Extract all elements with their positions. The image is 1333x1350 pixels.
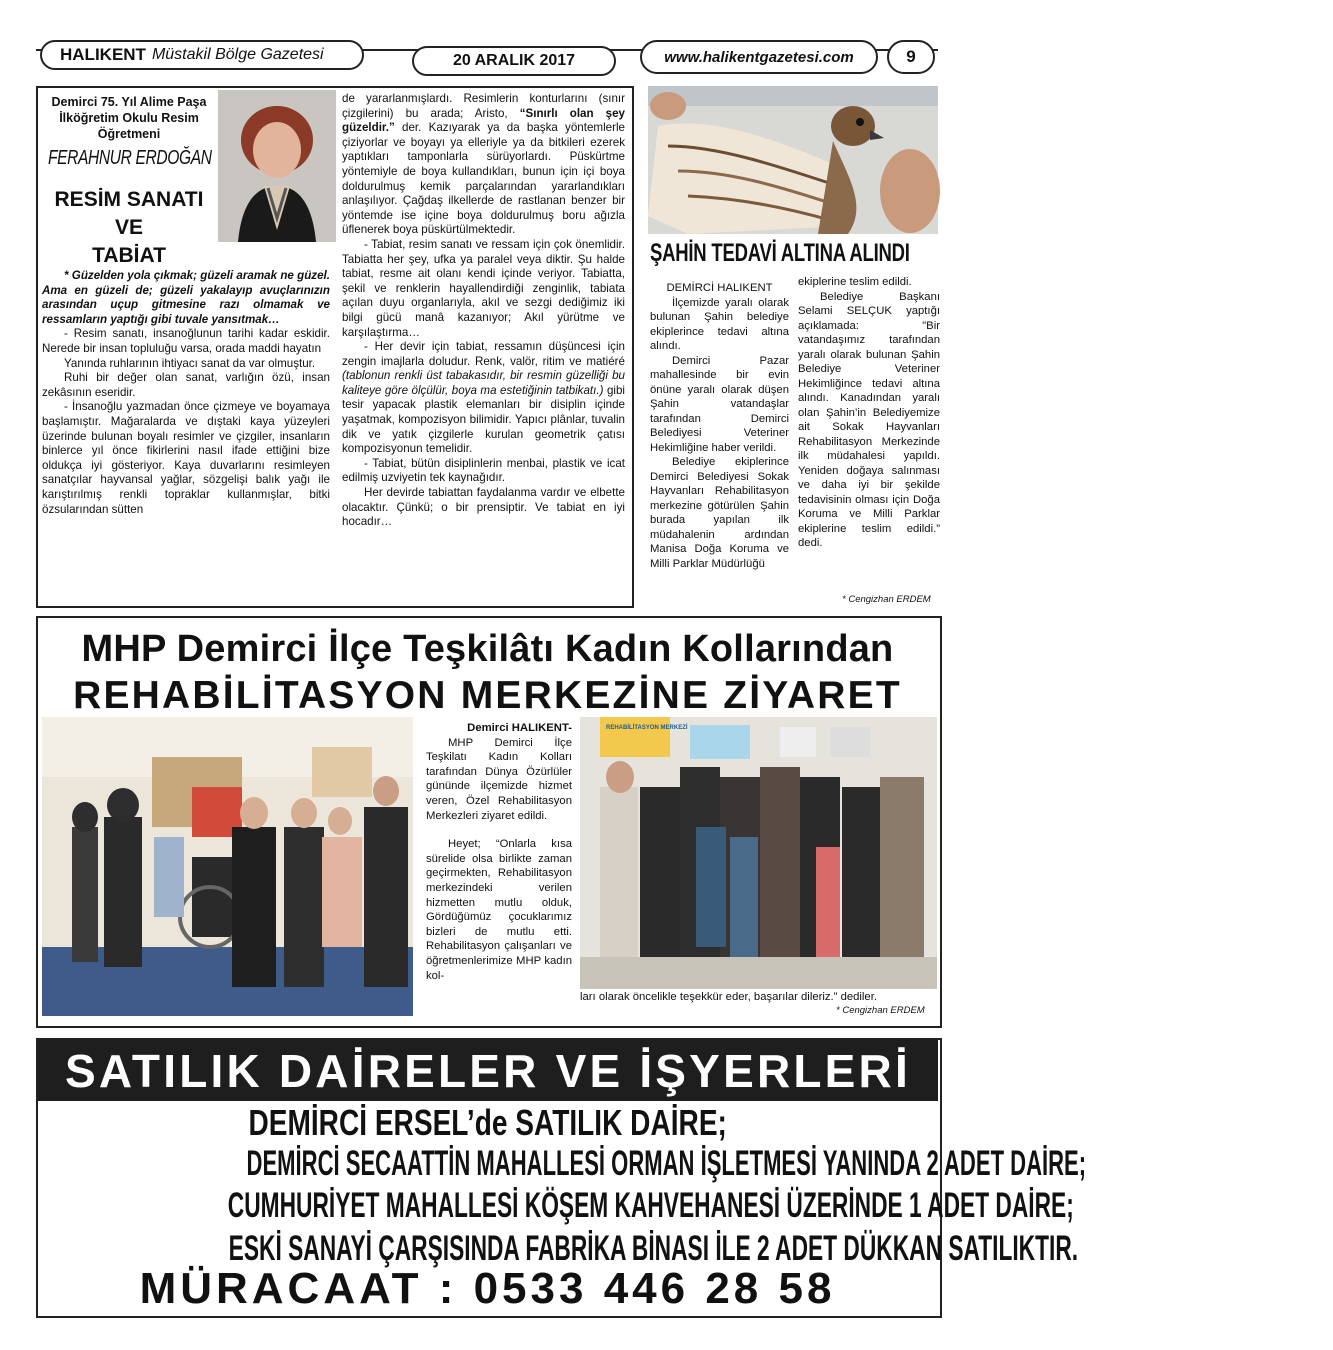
hawk-photo [648,86,938,234]
art-column-2 [342,92,625,530]
hawk-paragraph: ekiplerine teslim edildi. [798,276,912,288]
hawk-paragraph: Belediye Başkanı Selami SELÇUK yaptığı açıklamada: "Bir vatandaşımız tarafından yaralı olarak bulunan Şahin Belediye Veteriner Hekimliğince tedavi altına alındı. Kanadından yaralı olan Şahin’in Belediyemize ait Sokak Hayvanları Rehabilitasyon Merkezinde ilk müdahalesi yapıldı. Yeniden doğaya salınması ve daha iyi bir şekilde tedavisinin olması için Doğa Koruma ve Milli Parklar ekiplerine teslim edildi.” dedi. [798,290,940,549]
hawk-byline: DEMİRCİ HALIKENT [666,282,773,294]
art-paragraph: Yanında ruhlarının ihtiyacı sanat da var olmuştur. [64,356,316,370]
issue-date: 20 ARALIK 2017 [452,52,576,69]
rehab-sign-text: REHABİLİTASYON MERKEZİ [606,725,688,731]
mhp-headline-1: MHP Demirci İlçe Teşkilâtı Kadın Kollarından [81,628,894,670]
ad-banner: SATILIK DAİRELER VE İŞYERLERİ [38,1040,938,1101]
paper-name-pill [40,40,364,70]
ad-line-2 [0,1144,1087,1184]
hawk-paragraph: Demirci Pazar mahallesinde bir evin önüne yaralı olarak düşen Şahin vatandaşlar tarafından Demirci Belediyesi Veteriner Hekimliğine haber verildi. [650,354,789,454]
art-paragraph: - İnsanoğlu yazmadan önce çizmeye ve boyamaya başlamıştır. Mağaralarda ve dıştaki kaya yüzeyleri üzerinde bulunan boyalı resimler ve çizgiler, insanların binlerce yıl önce fikirlerini nasıl ifade ettiğini bize oldukça iyi gösteriyor. Kaya duvarlarını resimleyen sanatçılar hayvansal yağlar, sözgelişi balık yağı ile karıştırılmış renkli topraklar kullanmışlar, bitki özsularından sütten [42,400,330,516]
mhp-headline-2: REHABİLİTASYON MERKEZİNE ZİYARET [73,674,902,717]
mhp-paragraph: Heyet; “Onlarla kısa sürelide olsa birlikte zaman geçirmekten, Rehabilitasyon merkezindeki verilen hizmetten mutlu olduk, Gördüğümüz çocuklarımız bizleri de mutlu etti. Rehabilitasyon çalışanları ve öğretmenlerimize MHP kadın kol- [426,838,572,982]
author-portrait-image [218,90,336,242]
paper-name: HALIKENT [60,45,146,64]
ad-line-1-text: DEMİRCİ ERSEL’de SATILIK DAİRE; [248,1102,727,1143]
art-text: der. Kazıyarak ya da başka yöntemlerle çiziyorlar ve boyayı ya elleriyle ya da bitkileri ezerek yaptıkları tamponlarla sürüyorlardı. Püskürtme yöntemiyle de boya kullandıkları, bunun için içi boya doldurulmuş kemik parçalarından yararlandıkları anlaşılıyor. Çağdaş ilkellerde de rastlanan benzer bir yöntemde ise içine boya doldurulmuş boru ağızla üflenerek boya püskürtülmektedir. [342,121,625,237]
art-title-line3: TABİAT [92,244,166,267]
aristo-quote: “Sınırlı olan şey güzeldir.” [342,106,625,135]
matiere-note: (tablonun renkli üst tabakasıdır, bir resmin güzelliği bu kaliteye göre ölçülür, boya ma estetiğinin tatbikatı.) [342,369,625,397]
hawk-paragraph: Belediye ekiplerince Demirci Belediyesi Sokak Hayvanları Rehabilitasyon merkezine götürülen Şahin burada yapılan ilk müdahalenin ardından Manisa Doğa Koruma ve Milli Parklar Müdürlüğü [650,456,789,570]
date-pill [412,46,616,76]
ad-line-4 [0,1229,1079,1269]
ad-line-2-text: DEMİRCİ SECAATTİN MAHALLESİ ORMAN İŞLETMESİ YANINDA 2 ADET DAİRE; [246,1144,1087,1183]
mhp-credit: * Cengizhan ERDEM [836,1005,925,1016]
mhp-closing: ları olarak öncelikle teşekkür eder, başarılar dileriz.” dediler. [580,991,877,1003]
author-photo [218,90,336,242]
art-paragraph: Her devirde tabiattan faydalanma vardır ve elbette olacaktır. Çünkü; o bir prensiptir. Ve tabiat en iyi hocadır… [342,486,625,529]
hawk-image [648,86,938,234]
ad-contact-text: MÜRACAAT : 0533 446 28 58 [139,1264,836,1313]
paper-subtitle: Müstakil Bölge Gazetesi [151,46,324,63]
ad-line-1 [0,1102,975,1144]
hawk-credit: * Cengizhan ERDEM [842,594,931,605]
art-text: - Her devir için tabiat, ressamın düşüncesi için zengin imajlarla doludur. Renk, valör, ritim ve matiéré [342,340,625,368]
hawk-column-1 [650,281,789,571]
group-photo-left [42,717,413,1016]
ad-line-3 [0,1186,1074,1226]
ad-line-3-text: CUMHURİYET MAHALLESİ KÖŞEM KAHVEHANESİ ÜZERİNDE 1 ADET DAİRE; [227,1186,1074,1225]
art-column-1 [42,269,330,517]
ad-line-4-text: ESKİ SANAYİ ÇARŞISINDA FABRİKA BİNASI İLE 2 ADET DÜKKAN SATILIKTIR. [228,1229,1079,1268]
page-number-pill [887,40,935,74]
mhp-text-column [426,721,572,983]
hawk-paragraph: İlçemizde yaralı olarak bulunan Şahin belediye ekiplerince tedavi altına alındı. [650,296,789,352]
page-number: 9 [906,47,916,66]
mhp-paragraph: MHP Demirci İlçe Teşkilatı Kadın Kolları tarafından Dünya Özürlüler gününde ilçemizde hizmet veren, Özel Rehabilitasyon Merkezleri ziyaret edildi. [426,736,572,822]
art-lead: * Güzelden yola çıkmak; güzeli aramak ne güzel. Ama en güzeli de; güzeli yakalayıp avuçlarınızın arasından uçup gitmesine razı olmamak ve ressamların yaptığı gibi tuvale yansıtmak… [42,269,330,326]
art-paragraph [342,92,625,238]
art-paragraph: - Tabiat, resim sanatı ve ressam için çok önemlidir. Tabiatta her şey, ufka ya paralel veya diktir. Şu halde tabiat, resme ait olanı kendi içinde veriyor. Tabiatta, şekil ve renklerin hayallendirdiği zenginlik, tabiata açılan duyu organlarıyla, akıl ve sezgi dediğimiz iki bilgi gücü manâ kazanıyor; Akıl yürütme ve karşılaştırma… [342,237,625,339]
mhp-photo-right [580,717,937,989]
hawk-headline: ŞAHİN TEDAVİ ALTINA ALINDI [650,239,910,267]
website-pill [640,40,878,74]
art-paragraph: - Tabiat, bütün disiplinlerin menbai, plastik ve icat edilmiş uzviyetin tek kaynağıdır. [342,456,625,485]
art-paragraph [342,340,625,457]
art-paragraph: Ruhi bir değer olan sanat, varlığın özü, insan zekâsının eseridir. [42,371,330,399]
art-paragraph: - Resim sanatı, insanoğlunun tarihi kadar eskidir. Nerede bir insan topluluğu varsa, orada maddi hayatın [42,327,330,355]
author-school: Demirci 75. Yıl Alime Paşa İlköğretim Okulu Resim Öğretmeni [51,95,207,141]
art-title [40,186,218,270]
art-title-line1: RESİM SANATI [54,188,204,211]
mhp-byline: Demirci HALIKENT- [467,722,572,734]
art-text: gibi tesir yapacak plastik elemanları bir disiplin içinde yaşatmak, kompozisyon bilimidir. Yapıcı plânlar, tuvalin dik ve yatık çizgilerle kurulan geometrik çatısı kompozisyonun temelidir. [342,383,625,456]
art-text: de yararlanmışlardı. Resimlerin konturlarını (sınır çizgilerini) bu arada; Aristo, [342,92,625,120]
author-name: FERAHNUR ERDOĞAN [48,147,212,169]
group-photo-right [580,717,937,989]
art-title-line2: VE [114,216,143,239]
website: www.halikentgazetesi.com [664,48,854,66]
hawk-column-2 [798,275,940,551]
mhp-photo-left [42,717,413,1016]
ad-contact [0,1264,975,1314]
